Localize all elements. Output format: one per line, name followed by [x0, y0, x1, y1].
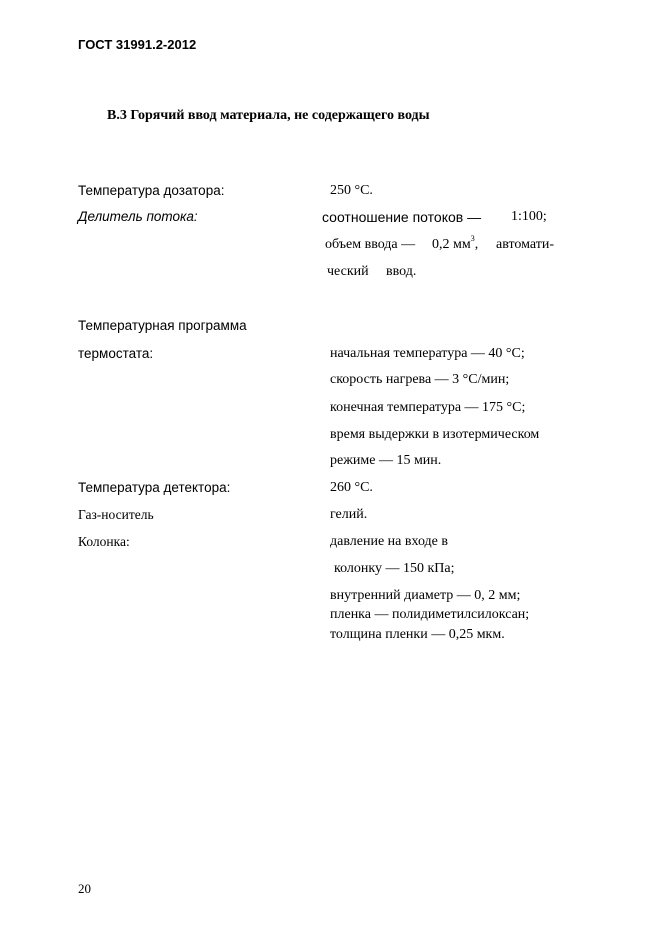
injection-mode-part2: ческий	[327, 264, 369, 279]
detector-temp-label: Температура детектора:	[78, 480, 231, 495]
dispenser-temp-value: 250 °С.	[330, 183, 373, 198]
thermostat-hold-line2: режиме — 15 мин.	[330, 453, 442, 468]
column-film: пленка — полидиметилсилоксан;	[330, 607, 530, 622]
column-film-thickness: толщина пленки — 0,25 мкм.	[330, 627, 505, 642]
column-label: Колонка:	[78, 534, 130, 549]
carrier-gas-value: гелий.	[330, 507, 368, 522]
dispenser-temp-label: Температура дозатора:	[78, 183, 225, 198]
document-id: ГОСТ 31991.2-2012	[78, 37, 197, 52]
thermostat-hold-line1: время выдержки в изотермическом	[330, 427, 540, 442]
section-title: В.3 Горячий ввод материала, не содержащего воды	[107, 108, 430, 123]
flow-ratio-value: 1:100;	[511, 209, 547, 224]
injection-mode-part1: автомати-	[496, 237, 555, 252]
page-number: 20	[78, 881, 91, 896]
thermostat-label-line1: Температурная программа	[78, 318, 247, 333]
thermostat-heating-rate: скорость нагрева — 3 °С/мин;	[330, 372, 510, 387]
injection-volume-value: 0,2 $мм^3$,	[432, 234, 479, 252]
volume-unit-superscript: 3	[470, 234, 475, 244]
column-inner-diameter: внутренний диаметр — 0, 2 мм;	[330, 588, 521, 603]
flow-divider-label: Делитель потока:	[78, 209, 198, 224]
column-pressure-line1: давление на входе в	[330, 534, 448, 549]
thermostat-final-temp: конечная температура — 175 °С;	[330, 400, 526, 415]
injection-volume-text: объем ввода —	[325, 237, 416, 252]
thermostat-label-line2: термостата:	[78, 346, 154, 361]
column-pressure-line2: колонку — 150 кПа;	[334, 561, 455, 576]
flow-ratio-text: соотношение потоков —	[322, 209, 482, 225]
thermostat-initial-temp: начальная температура — 40 °С;	[330, 346, 525, 361]
injection-mode-part3: ввод.	[386, 264, 417, 279]
detector-temp-value: 260 °С.	[330, 480, 373, 495]
carrier-gas-label: Газ-носитель	[78, 507, 154, 522]
